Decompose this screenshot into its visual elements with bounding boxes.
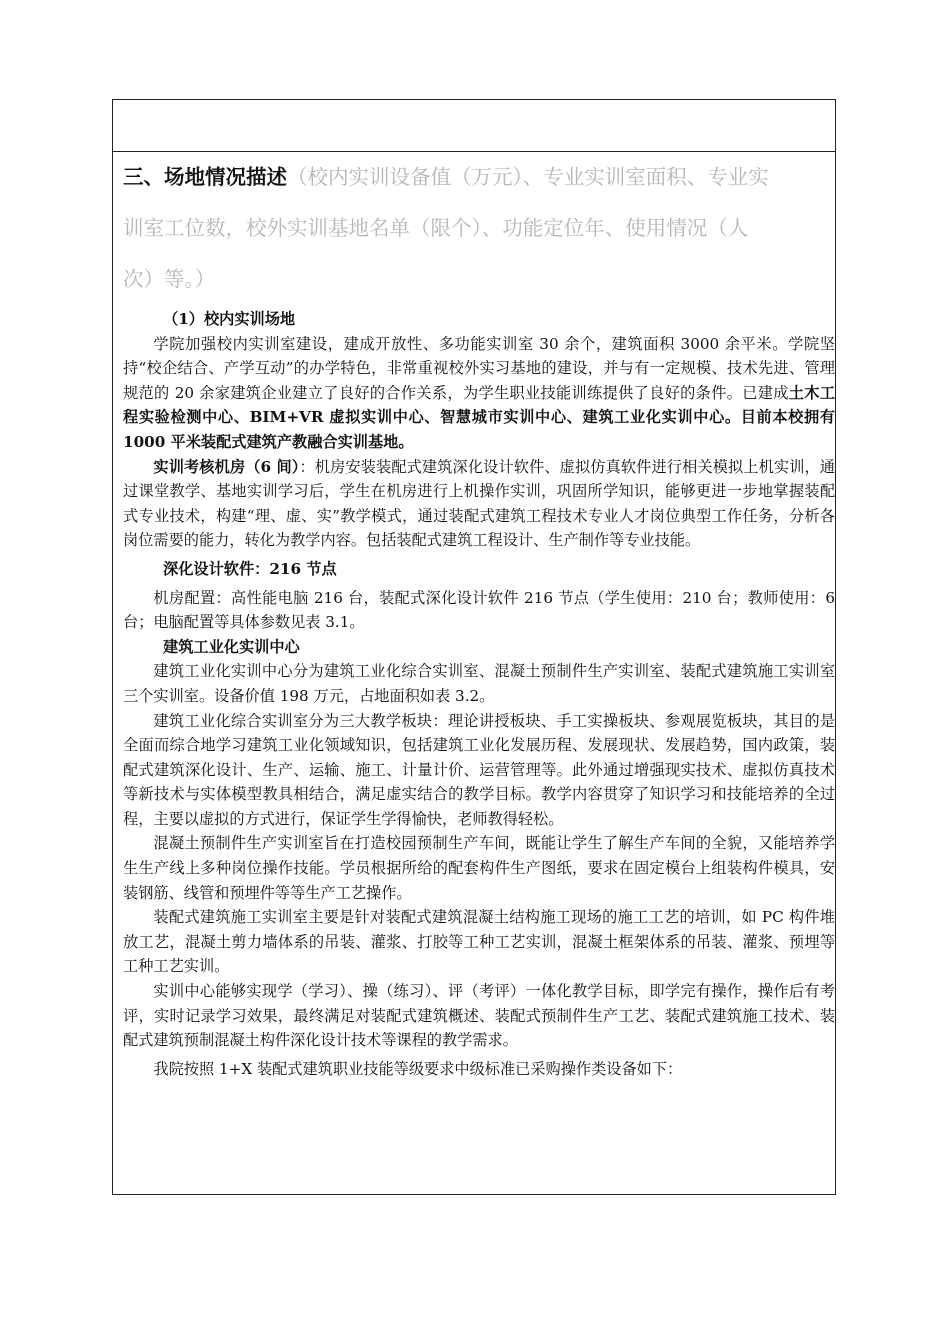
industrial-paragraph-2: 建筑工业化综合实训室分为三大教学板块：理论讲授板块、手工实操板块、参观展览板块，其目的是全面而综合地学习建筑工业化领域知识，包括建筑工业化发展历程、发展现状、发展趋势，国内政策，装配式建筑深化设计、生产、运输、施工、计量计价、运营管理等。此外通过增强现实技术、虚拟仿真技术等新技术与实体模型教具相结合，满足虚实结合的教学目标。教学内容贯穿了知识学习和技能培养的全过程，主要以虚拟的方式进行，保证学生学得愉快，老师教得轻松。 [123, 711, 835, 828]
section-heading-note-1: （校内实训设备值（万元）、专业实训室面积、专业实 [287, 165, 769, 189]
section-heading-title: 三、场地情况描述 [123, 165, 287, 189]
software-title: 深化设计软件：216 节点 [163, 559, 337, 578]
campus-paragraph-bold: 土木工程实验检测中心、BIM+VR 虚拟实训中心、智慧城市实训中心、建筑工业化实训中心。目前本校拥有 1000 平米装配式建筑产教融合实训基地。 [123, 383, 835, 451]
industrial-paragraph-5: 实训中心能够实现学（学习）、操（练习）、评（考评）一体化教学目标，即学完有操作，操作后有考评，实时记录学习效果，最终满足对装配式建筑概述、装配式预制件生产工艺、装配式建筑施工技术、装配式建筑预制混凝土构件深化设计技术等课程的教学需求。 [123, 982, 835, 1050]
industrial-paragraph-4: 装配式建筑施工实训室主要是针对装配式建筑混凝土结构施工现场的施工工艺的培训，如 PC 构件堆放工艺，混凝土剪力墙体系的吊装、灌浆、打胶等工种工艺实训，混凝土框架体系的吊装、灌浆、预埋等工种工艺实训。 [123, 908, 835, 976]
lab-title: 实训考核机房（6 间） [153, 457, 300, 476]
section-heading [123, 152, 839, 305]
section-heading-note-3: 次）等。） [123, 267, 216, 291]
industrial-title: 建筑工业化实训中心 [163, 637, 300, 656]
empty-top-row [113, 100, 835, 152]
site-description-cell [123, 152, 839, 1081]
form-table [112, 99, 836, 1195]
section-heading-note-2: 训室工位数，校外实训基地名单（限个）、功能定位年、使用情况（人 [123, 216, 749, 240]
lab-text: ：机房安装装配式建筑深化设计软件、虚拟仿真软件进行相关模拟上机实训，通过课堂教学、基地实训学习后，学生在机房进行上机操作实训，巩固所学知识，能够更进一步地掌握装配式专业技术，构建“理、虚、实”教学模式，通过装配式建筑工程技术专业人才岗位典型工作任务，分析各岗位需要的能力，转化为教学内容。包括装配式建筑工程设计、生产制作等专业技能。 [123, 457, 835, 550]
campus-paragraph-text: 学院加强校内实训室建设，建成开放性、多功能实训室 30 余个，建筑面积 3000 余平米。学院坚持“校企结合、产学互动”的办学特色，非常重视校外实习基地的建设，并与有一定规模、技术先进、管理规范的 20 余家建筑企业建立了良好的合作关系，为学生职业技能训练提供了良好的条件。已建成 [123, 334, 835, 402]
industrial-paragraph-1: 建筑工业化实训中心分为建筑工业化综合实训室、混凝土预制件生产实训室、装配式建筑施工实训室三个实训室。设备价值 198 万元，占地面积如表 3.2。 [123, 662, 835, 705]
software-paragraph: 机房配置：高性能电脑 216 台，装配式深化设计软件 216 节点（学生使用：210 台；教师使用：6 台；电脑配置等具体参数见表 3.1。 [123, 588, 835, 632]
campus-title: （1）校内实训场地 [163, 310, 296, 328]
campus-paragraph [123, 332, 839, 455]
industrial-paragraph-6: 我院按照 1+X 装配式建筑职业技能等级要求中级标准已采购操作类设备如下： [153, 1059, 683, 1078]
industrial-paragraph-3: 混凝土预制件生产实训室旨在打造校园预制生产车间，既能让学生了解生产车间的全貌，又能培养学生生产线上多种岗位操作技能。学员根据所给的配套构件生产图纸，要求在固定模台上组装构件模具，安装钢筋、线管和预埋件等等生产工艺操作。 [123, 834, 835, 902]
lab-paragraph [123, 455, 839, 553]
